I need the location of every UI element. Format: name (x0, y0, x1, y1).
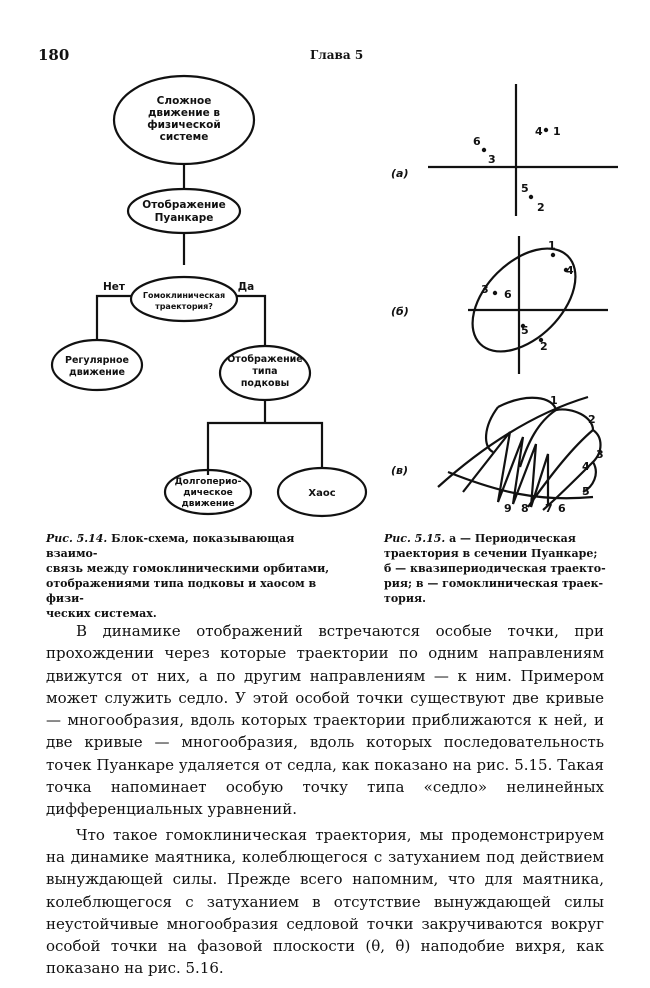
paragraph: Что такое гомоклиническая траектория, мы продемонстрируем на динамике маятника, колеблющегося с затуханием под действием вынуждающей силы. Прежде всего напомним, что для маятника, колеблющегося с затуханием в отсутствие вынуждающей силы неустойчивые многообразия седловой точки закручиваются вокруг особой точки на фазовой плоскости (θ, θ̇) наподобие вихря, как показано на рис. 5.16. (46, 825, 604, 978)
point-label: 7 (545, 502, 553, 515)
node-text: движение в (147, 107, 221, 119)
poincare-panel-a (388, 78, 628, 218)
point-label: 6 (473, 135, 481, 148)
poincare-point (493, 291, 497, 295)
caption-line: рия; в — гомоклиническая траек- (384, 577, 604, 590)
page-number: 180 (38, 46, 70, 64)
node-text: Долгоперио- (174, 477, 242, 487)
poincare-panel-b (388, 232, 628, 377)
node-text: Хаос (308, 488, 336, 499)
point-label: 4 (566, 264, 574, 277)
chapter-title: Глава 5 (310, 48, 364, 62)
point-label: 1 (553, 125, 561, 138)
point-label: 3 (481, 283, 489, 296)
point-label: 3 (488, 153, 496, 166)
node-text: типа (252, 366, 278, 377)
caption-number: Рис. 5.14. (46, 532, 108, 545)
node-text: Регулярное (65, 355, 129, 366)
caption-line: связь между гомоклиническими орбитами, (46, 562, 330, 575)
caption-line: а — Периодическая (449, 532, 576, 545)
caption-line: Блок-схема, показывающая взаимо- (46, 532, 295, 560)
node-text: Отображение (227, 354, 303, 365)
point-label: 5 (521, 324, 529, 337)
node-text: системе (159, 131, 209, 143)
figure-caption-515 (384, 531, 614, 606)
paragraph: В динамике отображений встречаются особые точки, при прохождении через которые траектории по одним направлениям движутся от них, а по другим направлениям — к ним. Примером может служить седло. У этой особой точки существуют две кривые — многообразия, вдоль которых траектории приближаются к ней, и две кривые — многообразия, вдоль которых последовательность точек Пуанкаре удаляется от седла, как показано на рис. 5.15. Такая точка напоминает особую точку типа «седло» нелинейных дифференциальных уравнений. (46, 622, 604, 819)
page-header (30, 46, 620, 66)
poincare-map-node (128, 189, 240, 233)
point-label: 2 (540, 340, 548, 353)
point-label: 1 (550, 394, 558, 407)
point-label: 3 (596, 448, 604, 461)
poincare-point (529, 195, 533, 199)
no-branch-label: Нет (103, 281, 125, 293)
point-label: 8 (521, 502, 529, 515)
node-text: Пуанкаре (154, 212, 214, 224)
node-text: физической (147, 119, 221, 131)
caption-line: отображениями типа подковы и хаосом в физи- (46, 577, 317, 605)
connector-line (208, 423, 322, 475)
node-text: Отображение (142, 199, 226, 211)
panel-a-label: (а) (391, 167, 409, 180)
point-label: 9 (504, 502, 512, 515)
connector-line (97, 296, 131, 340)
panel-c-label: (в) (391, 464, 409, 477)
point-label: 5 (582, 485, 590, 498)
point-label: 4 (535, 125, 543, 138)
poincare-panel-c (388, 392, 628, 522)
node-text: Гомоклиническая (142, 291, 226, 300)
point-label: 6 (504, 288, 512, 301)
caption-line: ческих системах. (46, 607, 157, 620)
yes-branch-label: Да (237, 281, 255, 293)
point-label: 1 (548, 239, 556, 252)
caption-line: тория. (384, 592, 426, 605)
point-label: 2 (537, 201, 545, 214)
node-text: Сложное (156, 95, 212, 107)
quasiperiodic-orbit (453, 229, 594, 370)
node-text: траектория? (155, 302, 213, 311)
point-label: 2 (588, 413, 596, 426)
connector-line (237, 296, 265, 346)
node-text: подковы (240, 378, 290, 389)
caption-number: Рис. 5.15. (384, 532, 446, 545)
node-text: движение (69, 367, 125, 378)
poincare-point (551, 253, 555, 257)
panel-b-label: (б) (391, 305, 409, 318)
poincare-point (544, 128, 548, 132)
flowchart-figure (40, 78, 340, 523)
point-label: 5 (521, 182, 529, 195)
body-text (46, 620, 604, 980)
caption-line: б — квазипериодическая траекто- (384, 562, 606, 575)
node-text: дическое (183, 488, 233, 498)
figure-caption-514 (46, 531, 346, 621)
node-text: движение (181, 499, 235, 509)
poincare-point (482, 148, 486, 152)
homoclinic-tangle-inner (520, 410, 556, 467)
point-label: 4 (582, 460, 590, 473)
homoclinic-oscillations (463, 432, 548, 507)
caption-line: траектория в сечении Пуанкаре; (384, 547, 598, 560)
point-label: 6 (558, 502, 566, 515)
